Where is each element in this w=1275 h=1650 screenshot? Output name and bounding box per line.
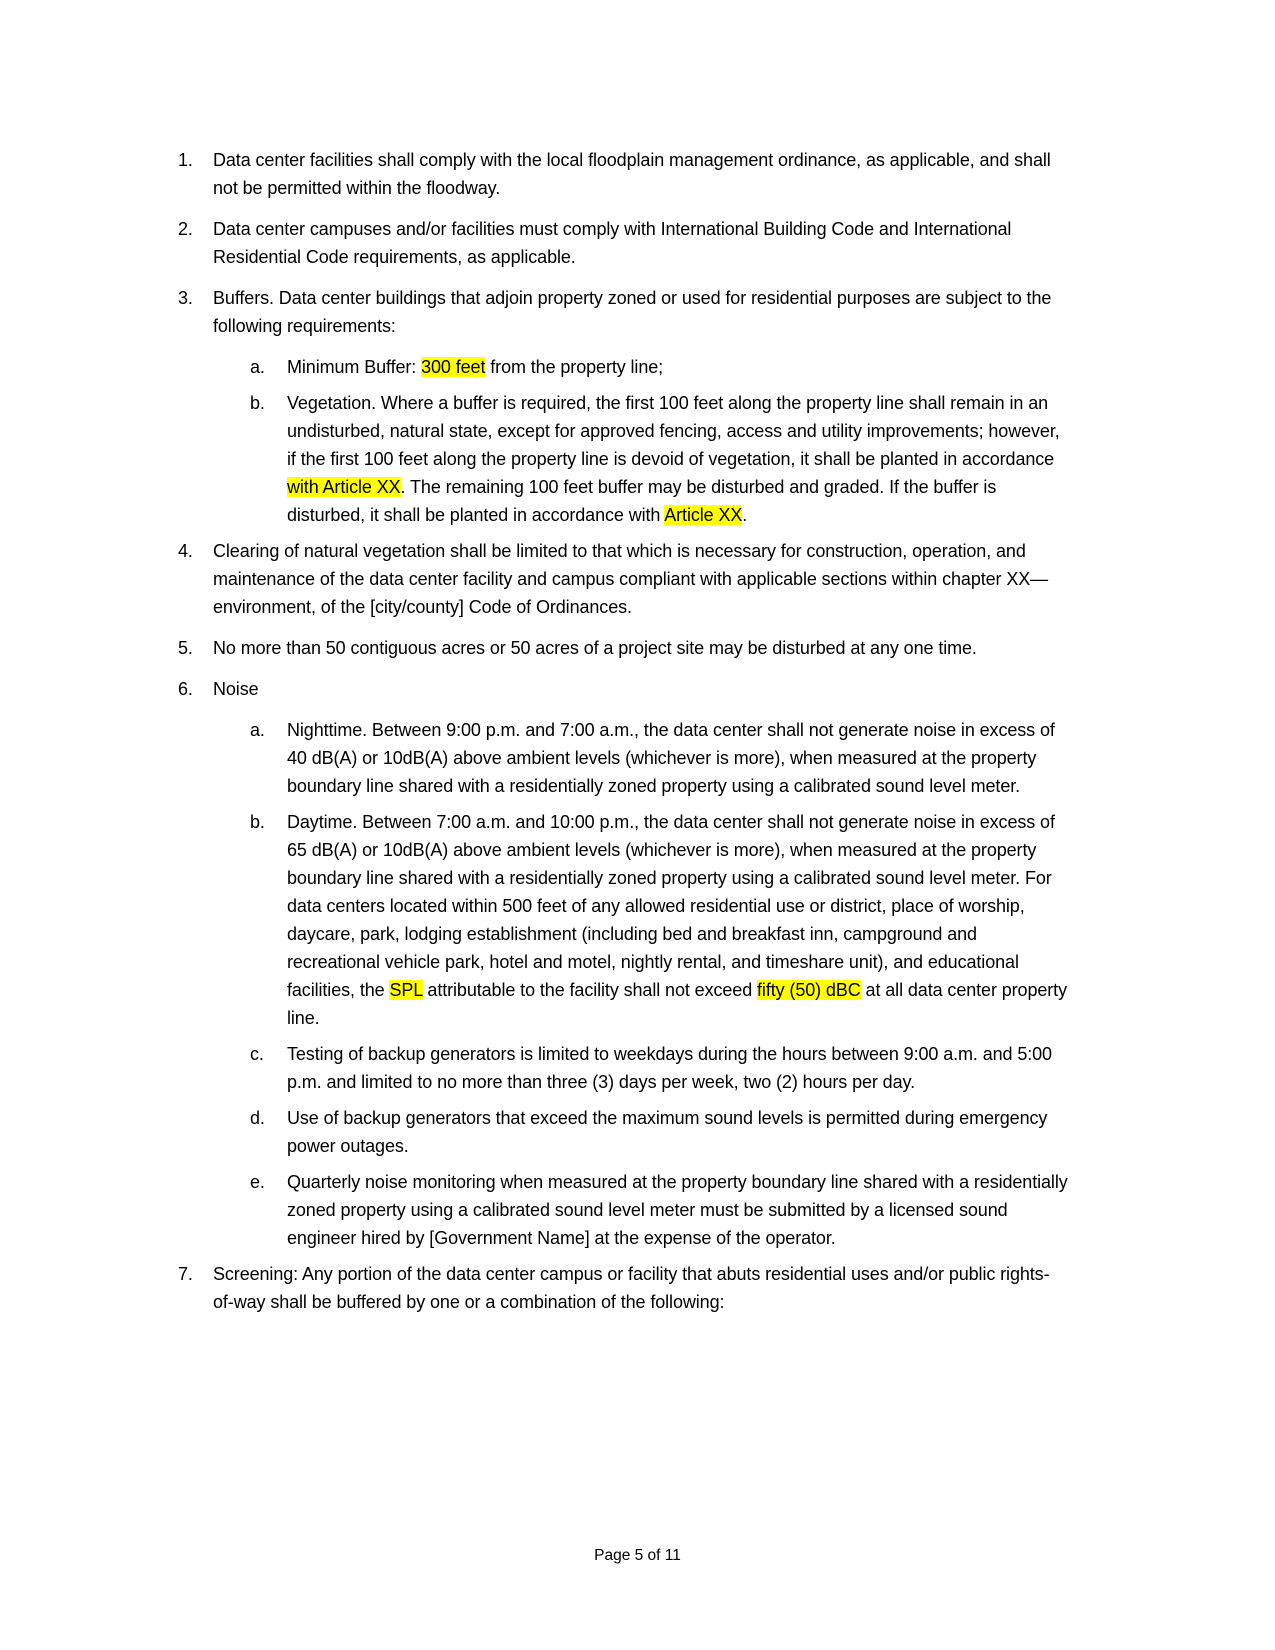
list-item (0, 215, 1275, 271)
list-item (0, 1168, 1275, 1252)
page-number-text: Page 5 of 11 (594, 1547, 681, 1564)
list-item-marker: 6. (178, 679, 193, 699)
list-item-marker: b. (250, 393, 265, 413)
document-body (0, 146, 1275, 1329)
list-item-text: Data center campuses and/or facilities must comply with International Building Code and International Residential Code requirements, as applicable. (213, 219, 1012, 267)
list-item-marker: c. (250, 1044, 264, 1064)
list-item-marker: 2. (178, 219, 193, 239)
list-item-text: Screening: Any portion of the data center campus or facility that abuts residential uses and/or public rights-of-way shall be buffered by one or a combination of the following: (213, 1264, 1050, 1312)
highlighted-text: fifty (50) dBC (757, 980, 861, 1000)
list-item (0, 389, 1275, 529)
list-item (0, 716, 1275, 800)
list-item-marker: 3. (178, 288, 193, 308)
list-item-text: Use of backup generators that exceed the maximum sound levels is permitted during emergency power outages. (287, 1108, 1048, 1156)
list-item-marker: a. (250, 720, 265, 740)
list-item-marker: 1. (178, 150, 193, 170)
list-item-text: Minimum Buffer: 300 feet from the property line; (287, 357, 664, 377)
list-item (0, 284, 1275, 340)
list-item-text: Quarterly noise monitoring when measured at the property boundary line shared with a residentially zoned property using a calibrated sound level meter must be submitted by a licensed sound engineer hired by [Government Name] at the expense of the operator. (287, 1172, 1068, 1248)
list-item-text: Nighttime. Between 9:00 p.m. and 7:00 a.m., the data center shall not generate noise in excess of 40 dB(A) or 10dB(A) above ambient levels (whichever is more), when measured at the property boundary line shared with a residentially zoned property using a calibrated sound level meter. (287, 720, 1055, 796)
ordinance-list (0, 146, 1275, 1316)
list-item (0, 675, 1275, 703)
list-item-text: Vegetation. Where a buffer is required, the first 100 feet along the property line shall remain in an undisturbed, natural state, except for approved fencing, access and utility improvements; however, if the first 100 feet along the property line is devoid of vegetation, it shall be planted in accordance with Article XX. The remaining 100 feet buffer may be disturbed and graded. If the buffer is disturbed, it shall be planted in accordance with Article XX. (287, 393, 1060, 525)
list-item (0, 537, 1275, 621)
list-item-marker: d. (250, 1108, 265, 1128)
list-item-text: Data center facilities shall comply with the local floodplain management ordinance, as applicable, and shall not be permitted within the floodway. (213, 150, 1051, 198)
list-item-marker: b. (250, 812, 265, 832)
list-item-text: No more than 50 contiguous acres or 50 acres of a project site may be disturbed at any one time. (213, 638, 977, 658)
list-item (0, 808, 1275, 1032)
list-item (0, 1104, 1275, 1160)
list-item-marker: 5. (178, 638, 193, 658)
list-item (0, 1260, 1275, 1316)
highlighted-text: Article XX (664, 505, 743, 525)
list-item-marker: a. (250, 357, 265, 377)
list-item (0, 1040, 1275, 1096)
list-item-text: Daytime. Between 7:00 a.m. and 10:00 p.m., the data center shall not generate noise in excess of 65 dB(A) or 10dB(A) above ambient levels (whichever is more), when measured at the property boundary line shared with a residentially zoned property using a calibrated sound level meter. For data centers located within 500 feet of any allowed residential use or district, place of worship, daycare, park, lodging establishment (including bed and breakfast inn, campground and recreational vehicle park, hotel and motel, nightly rental, and timeshare unit), and educational facilities, the SPL attributable to the facility shall not exceed fifty (50) dBC at all data center property line. (287, 812, 1067, 1028)
list-item (0, 146, 1275, 202)
list-item-marker: 4. (178, 541, 193, 561)
list-item-text: Buffers. Data center buildings that adjoin property zoned or used for residential purposes are subject to the following requirements: (213, 288, 1052, 336)
highlighted-text: SPL (389, 980, 423, 1000)
page-footer (0, 1546, 1275, 1566)
list-item-text: Testing of backup generators is limited to weekdays during the hours between 9:00 a.m. and 5:00 p.m. and limited to no more than three (3) days per week, two (2) hours per day. (287, 1044, 1052, 1092)
highlighted-text: with Article XX (287, 477, 401, 497)
list-item-marker: 7. (178, 1264, 193, 1284)
list-item-text: Noise (213, 679, 259, 699)
list-item-marker: e. (250, 1172, 265, 1192)
list-item (0, 634, 1275, 662)
highlighted-text: 300 feet (421, 357, 486, 377)
list-item-text: Clearing of natural vegetation shall be limited to that which is necessary for construction, operation, and maintenance of the data center facility and campus compliant with applicable sections within chapter XX—environment, of the [city/county] Code of Ordinances. (213, 541, 1049, 617)
list-item (0, 353, 1275, 381)
